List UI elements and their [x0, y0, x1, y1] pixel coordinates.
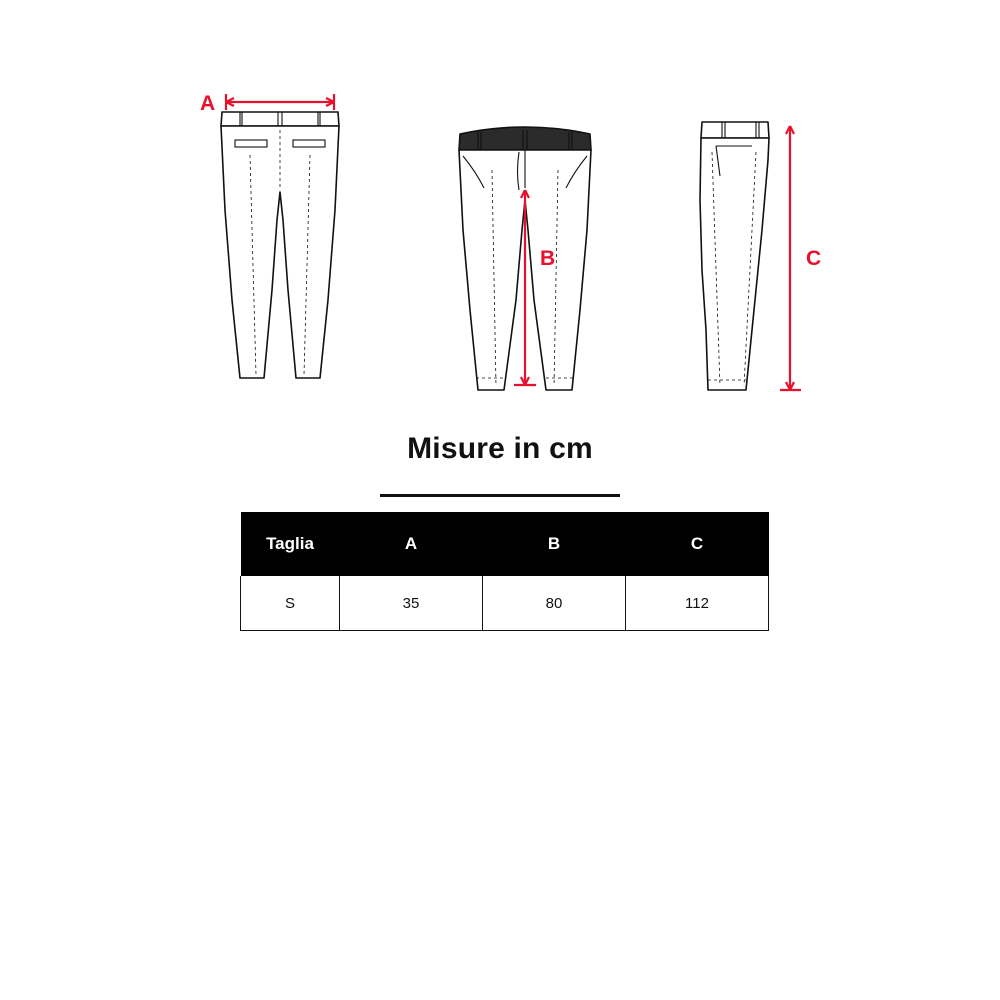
pants-side-view — [660, 60, 860, 425]
cell-size: S — [241, 576, 340, 631]
cell-c: 112 — [626, 576, 769, 631]
column-header-size: Taglia — [241, 512, 340, 576]
measure-label-a: A — [200, 92, 216, 115]
measure-label-b: B — [540, 247, 556, 270]
table-header-row — [241, 512, 769, 576]
column-header-b: B — [483, 512, 626, 576]
figure-group — [0, 60, 1000, 420]
title-divider — [380, 494, 620, 497]
page-title: Misure in cm — [407, 432, 593, 465]
column-header-a: A — [340, 512, 483, 576]
column-header-c: C — [626, 512, 769, 576]
table-row — [241, 576, 769, 631]
size-table — [240, 512, 769, 631]
pants-back-view — [180, 60, 380, 425]
measure-label-c: C — [806, 247, 822, 270]
cell-b: 80 — [483, 576, 626, 631]
pants-front-view — [430, 60, 620, 425]
size-table-wrapper — [240, 512, 760, 631]
cell-a: 35 — [340, 576, 483, 631]
